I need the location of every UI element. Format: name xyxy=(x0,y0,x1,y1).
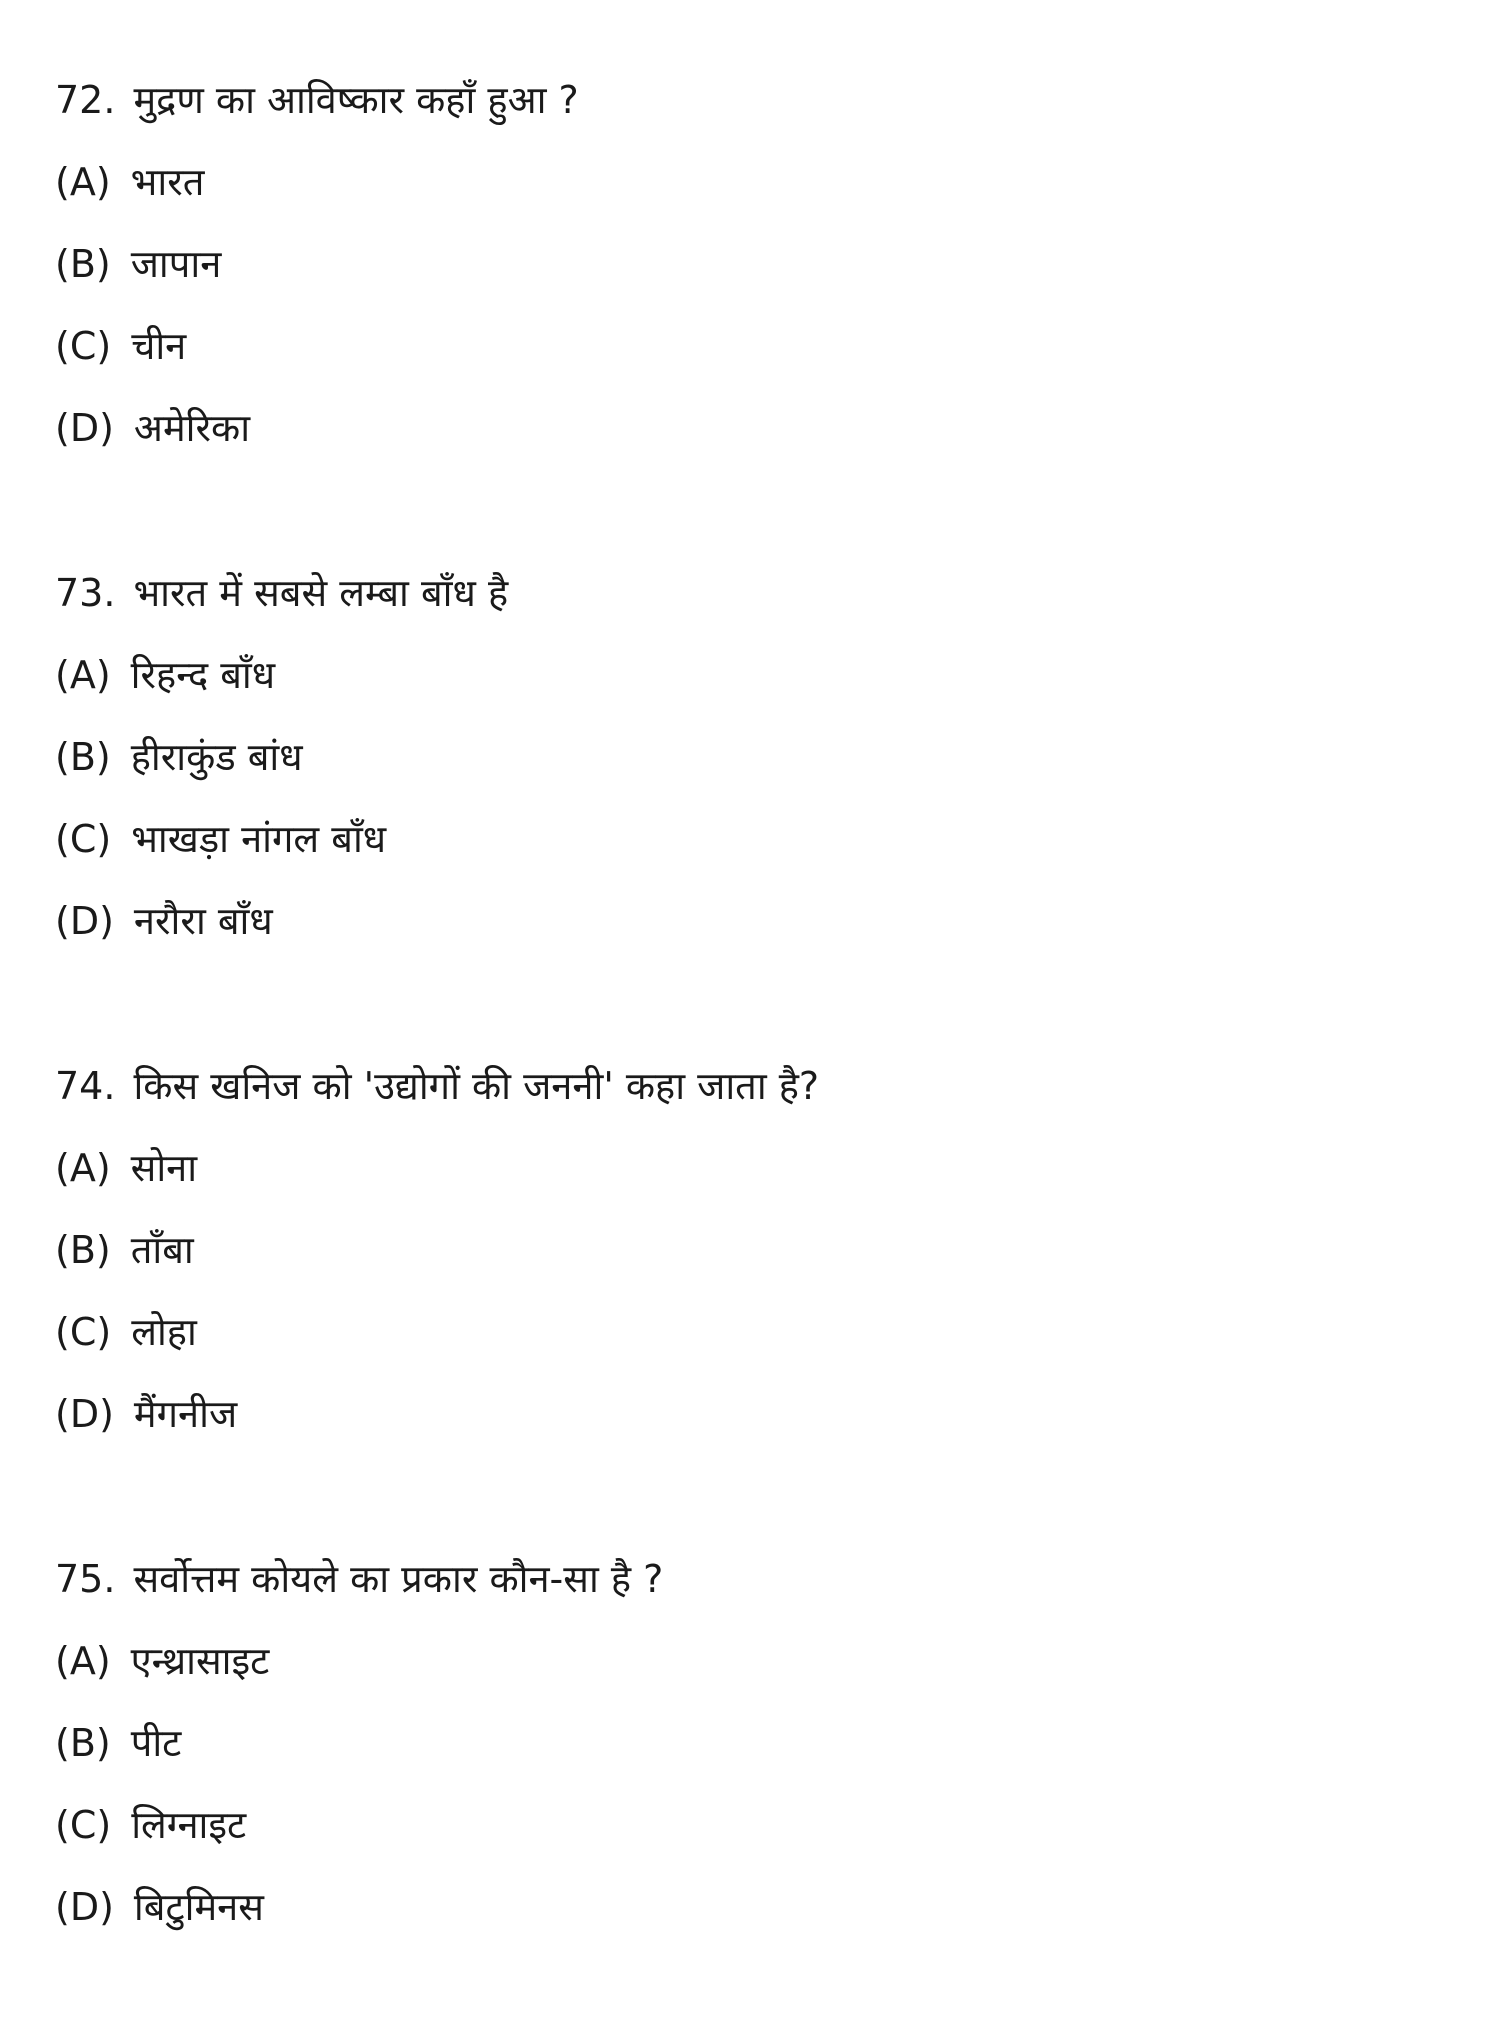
option-text: बिटुमिनस xyxy=(133,1885,264,1929)
option-b xyxy=(55,1222,1455,1278)
option-a xyxy=(55,647,1455,703)
option-d xyxy=(55,893,1455,949)
question-number: 74. xyxy=(55,1064,116,1108)
question-text: सर्वोत्तम कोयले का प्रकार कौन-सा है ? xyxy=(133,1557,664,1601)
option-text: रिहन्द बाँध xyxy=(130,653,276,697)
option-label: (A) xyxy=(55,1639,111,1683)
option-text: लिग्नाइट xyxy=(131,1803,247,1847)
question-number: 75. xyxy=(55,1557,116,1601)
option-label: (C) xyxy=(55,1803,112,1847)
option-a xyxy=(55,1633,1455,1689)
option-text: अमेरिका xyxy=(133,406,251,450)
option-c xyxy=(55,1304,1455,1360)
option-b xyxy=(55,729,1455,785)
option-label: (C) xyxy=(55,817,112,861)
option-c xyxy=(55,1797,1455,1853)
option-d xyxy=(55,400,1455,456)
option-label: (B) xyxy=(55,1228,111,1272)
option-text: नरौरा बाँध xyxy=(133,899,273,943)
option-label: (C) xyxy=(55,324,112,368)
option-text: भाखड़ा नांगल बाँध xyxy=(131,817,387,861)
question-text: मुद्रण का आविष्कार कहाँ हुआ ? xyxy=(133,78,579,122)
question-text-line xyxy=(55,565,1455,621)
question-72 xyxy=(55,72,1455,482)
question-74 xyxy=(55,1058,1455,1468)
options-list xyxy=(55,1140,1455,1442)
option-text: एन्थ्रासाइट xyxy=(130,1639,270,1683)
option-label: (A) xyxy=(55,653,111,697)
option-c xyxy=(55,811,1455,867)
question-number: 73. xyxy=(55,571,116,615)
option-label: (C) xyxy=(55,1310,112,1354)
option-c xyxy=(55,318,1455,374)
question-75 xyxy=(55,1551,1455,1961)
option-a xyxy=(55,1140,1455,1196)
question-text: किस खनिज को 'उद्योगों की जननी' कहा जाता है? xyxy=(133,1064,820,1108)
option-label: (B) xyxy=(55,1721,111,1765)
option-text: जापान xyxy=(130,242,222,286)
question-number: 72. xyxy=(55,78,116,122)
options-list xyxy=(55,647,1455,949)
option-text: लोहा xyxy=(131,1310,197,1354)
question-73 xyxy=(55,565,1455,975)
option-label: (B) xyxy=(55,735,111,779)
option-text: हीराकुंड बांध xyxy=(130,735,303,779)
option-b xyxy=(55,236,1455,292)
option-b xyxy=(55,1715,1455,1771)
option-a xyxy=(55,154,1455,210)
option-d xyxy=(55,1386,1455,1442)
options-list xyxy=(55,1633,1455,1935)
option-label: (D) xyxy=(55,406,114,450)
option-d xyxy=(55,1879,1455,1935)
option-text: सोना xyxy=(130,1146,198,1190)
option-label: (D) xyxy=(55,1392,114,1436)
option-label: (A) xyxy=(55,1146,111,1190)
option-text: ताँबा xyxy=(130,1228,194,1272)
question-text-line xyxy=(55,72,1455,128)
option-text: चीन xyxy=(131,324,187,368)
question-text-line xyxy=(55,1058,1455,1114)
option-text: पीट xyxy=(130,1721,182,1765)
option-label: (B) xyxy=(55,242,111,286)
question-text: भारत में सबसे लम्बा बाँध है xyxy=(133,571,509,615)
option-label: (A) xyxy=(55,160,111,204)
question-text-line xyxy=(55,1551,1455,1607)
option-label: (D) xyxy=(55,899,114,943)
options-list xyxy=(55,154,1455,456)
option-text: भारत xyxy=(130,160,205,204)
option-label: (D) xyxy=(55,1885,114,1929)
option-text: मैंगनीज xyxy=(133,1392,238,1436)
